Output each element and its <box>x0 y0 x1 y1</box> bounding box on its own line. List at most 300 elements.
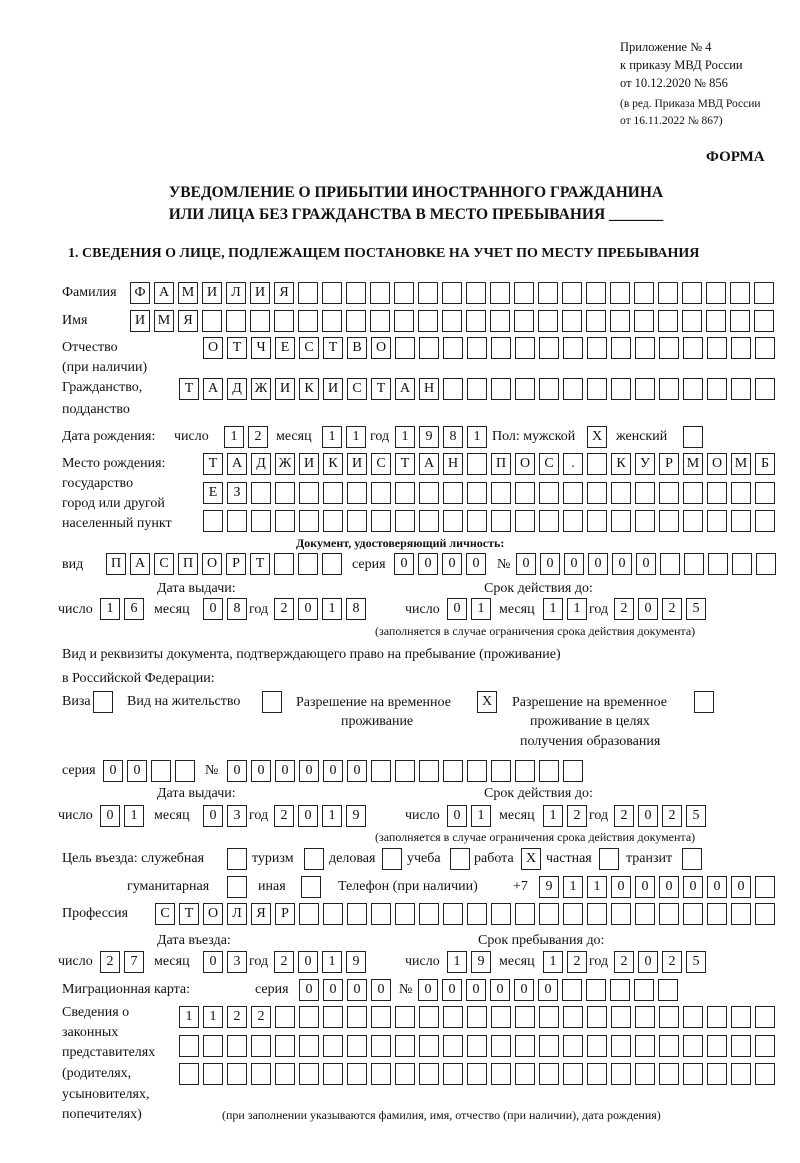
char-cell[interactable] <box>304 848 324 870</box>
char-cell[interactable]: Б <box>755 453 775 475</box>
char-cell[interactable] <box>347 482 367 504</box>
char-cell[interactable]: 0 <box>612 553 632 575</box>
birth-place-row-1[interactable] <box>203 453 775 475</box>
char-cell[interactable] <box>731 337 751 359</box>
char-cell[interactable]: М <box>178 282 198 304</box>
char-cell[interactable] <box>227 876 247 898</box>
char-cell[interactable] <box>491 1006 511 1028</box>
char-cell[interactable] <box>274 553 294 575</box>
char-cell[interactable] <box>467 1006 487 1028</box>
char-cell[interactable] <box>635 378 655 400</box>
char-cell[interactable]: 1 <box>567 598 587 620</box>
char-cell[interactable] <box>467 1035 487 1057</box>
char-cell[interactable]: 0 <box>516 553 536 575</box>
char-cell[interactable]: К <box>299 378 319 400</box>
char-cell[interactable]: Т <box>371 378 391 400</box>
char-cell[interactable]: И <box>347 453 367 475</box>
char-cell[interactable]: О <box>515 453 535 475</box>
char-cell[interactable] <box>93 691 113 713</box>
char-cell[interactable] <box>491 903 511 925</box>
char-cell[interactable] <box>682 282 702 304</box>
char-cell[interactable] <box>251 510 271 532</box>
char-cell[interactable]: 1 <box>543 951 563 973</box>
char-cell[interactable]: 0 <box>466 553 486 575</box>
char-cell[interactable] <box>371 1063 391 1085</box>
char-cell[interactable] <box>443 378 463 400</box>
char-cell[interactable] <box>419 337 439 359</box>
char-cell[interactable] <box>450 848 470 870</box>
char-cell[interactable]: 8 <box>443 426 463 448</box>
reps-row-1[interactable] <box>179 1006 775 1028</box>
birth-place-row-2[interactable] <box>203 482 775 504</box>
char-cell[interactable] <box>395 760 415 782</box>
char-cell[interactable] <box>707 1035 727 1057</box>
char-cell[interactable]: 2 <box>662 951 682 973</box>
char-cell[interactable] <box>732 553 752 575</box>
char-cell[interactable] <box>635 510 655 532</box>
char-cell[interactable] <box>443 482 463 504</box>
char-cell[interactable] <box>443 510 463 532</box>
purpose-work-checkbox[interactable] <box>521 848 541 870</box>
char-cell[interactable] <box>706 310 726 332</box>
purpose-study-checkbox[interactable] <box>450 848 470 870</box>
char-cell[interactable]: 0 <box>538 979 558 1001</box>
char-cell[interactable] <box>563 337 583 359</box>
char-cell[interactable] <box>491 760 511 782</box>
char-cell[interactable]: 9 <box>346 951 366 973</box>
char-cell[interactable] <box>299 510 319 532</box>
mc-number-field[interactable] <box>418 979 678 1001</box>
char-cell[interactable]: 0 <box>490 979 510 1001</box>
char-cell[interactable] <box>323 482 343 504</box>
char-cell[interactable]: 0 <box>251 760 271 782</box>
char-cell[interactable]: А <box>419 453 439 475</box>
id-issue-day-field[interactable] <box>100 598 144 620</box>
purpose-private-checkbox[interactable] <box>599 848 619 870</box>
char-cell[interactable] <box>371 510 391 532</box>
entry-month-field[interactable] <box>203 951 247 973</box>
char-cell[interactable]: 1 <box>395 426 415 448</box>
char-cell[interactable] <box>684 553 704 575</box>
stay-year-field[interactable] <box>614 951 706 973</box>
birth-month-field[interactable] <box>322 426 366 448</box>
birth-day-field[interactable] <box>224 426 268 448</box>
char-cell[interactable] <box>683 1063 703 1085</box>
char-cell[interactable] <box>394 282 414 304</box>
char-cell[interactable]: Т <box>203 453 223 475</box>
char-cell[interactable]: 8 <box>346 598 366 620</box>
char-cell[interactable] <box>562 282 582 304</box>
char-cell[interactable] <box>323 1035 343 1057</box>
char-cell[interactable]: Т <box>250 553 270 575</box>
char-cell[interactable] <box>682 848 702 870</box>
char-cell[interactable]: 0 <box>514 979 534 1001</box>
char-cell[interactable]: А <box>395 378 415 400</box>
char-cell[interactable] <box>251 482 271 504</box>
char-cell[interactable]: 1 <box>100 598 120 620</box>
char-cell[interactable]: 1 <box>322 598 342 620</box>
char-cell[interactable] <box>323 903 343 925</box>
char-cell[interactable] <box>226 310 246 332</box>
char-cell[interactable] <box>659 482 679 504</box>
char-cell[interactable] <box>635 337 655 359</box>
char-cell[interactable] <box>323 1006 343 1028</box>
id-kind-field[interactable] <box>106 553 342 575</box>
char-cell[interactable] <box>395 337 415 359</box>
char-cell[interactable]: 5 <box>686 598 706 620</box>
char-cell[interactable] <box>443 1035 463 1057</box>
residence-permit-checkbox[interactable] <box>262 691 282 713</box>
char-cell[interactable]: 0 <box>298 805 318 827</box>
char-cell[interactable]: 0 <box>564 553 584 575</box>
char-cell[interactable] <box>515 337 535 359</box>
char-cell[interactable]: Ч <box>251 337 271 359</box>
purpose-tourism-checkbox[interactable] <box>304 848 324 870</box>
char-cell[interactable] <box>611 903 631 925</box>
char-cell[interactable]: 0 <box>659 876 679 898</box>
char-cell[interactable] <box>515 1006 535 1028</box>
char-cell[interactable] <box>587 453 607 475</box>
char-cell[interactable] <box>301 876 321 898</box>
char-cell[interactable] <box>658 282 678 304</box>
char-cell[interactable] <box>227 848 247 870</box>
char-cell[interactable]: 8 <box>227 598 247 620</box>
char-cell[interactable] <box>275 510 295 532</box>
char-cell[interactable]: О <box>203 337 223 359</box>
char-cell[interactable] <box>755 903 775 925</box>
char-cell[interactable]: 1 <box>587 876 607 898</box>
char-cell[interactable] <box>731 1063 751 1085</box>
char-cell[interactable]: Т <box>395 453 415 475</box>
entry-year-field[interactable] <box>274 951 366 973</box>
char-cell[interactable] <box>298 553 318 575</box>
char-cell[interactable] <box>467 337 487 359</box>
char-cell[interactable]: 2 <box>614 951 634 973</box>
char-cell[interactable]: 0 <box>203 598 223 620</box>
char-cell[interactable] <box>635 1035 655 1057</box>
sex-male-checkbox[interactable] <box>587 426 607 448</box>
char-cell[interactable] <box>322 282 342 304</box>
char-cell[interactable] <box>634 979 654 1001</box>
char-cell[interactable] <box>731 482 751 504</box>
char-cell[interactable] <box>755 1035 775 1057</box>
char-cell[interactable] <box>587 1006 607 1028</box>
char-cell[interactable] <box>227 510 247 532</box>
char-cell[interactable] <box>371 1035 391 1057</box>
char-cell[interactable] <box>707 510 727 532</box>
char-cell[interactable]: 0 <box>638 598 658 620</box>
char-cell[interactable]: 0 <box>203 805 223 827</box>
char-cell[interactable] <box>599 848 619 870</box>
char-cell[interactable]: П <box>178 553 198 575</box>
char-cell[interactable] <box>755 482 775 504</box>
char-cell[interactable]: 0 <box>638 951 658 973</box>
char-cell[interactable] <box>370 282 390 304</box>
char-cell[interactable] <box>515 760 535 782</box>
rd-valid-day-field[interactable] <box>447 805 491 827</box>
char-cell[interactable] <box>419 760 439 782</box>
char-cell[interactable] <box>395 482 415 504</box>
char-cell[interactable]: 1 <box>179 1006 199 1028</box>
char-cell[interactable] <box>635 1006 655 1028</box>
id-issue-year-field[interactable] <box>274 598 366 620</box>
char-cell[interactable]: 2 <box>251 1006 271 1028</box>
char-cell[interactable]: К <box>611 453 631 475</box>
char-cell[interactable] <box>275 1063 295 1085</box>
char-cell[interactable] <box>635 482 655 504</box>
rd-valid-month-field[interactable] <box>543 805 587 827</box>
char-cell[interactable]: 1 <box>322 426 342 448</box>
char-cell[interactable] <box>635 1063 655 1085</box>
char-cell[interactable]: 2 <box>248 426 268 448</box>
char-cell[interactable]: 9 <box>539 876 559 898</box>
char-cell[interactable] <box>659 337 679 359</box>
char-cell[interactable]: 0 <box>100 805 120 827</box>
char-cell[interactable] <box>610 979 630 1001</box>
char-cell[interactable] <box>694 691 714 713</box>
char-cell[interactable]: 1 <box>346 426 366 448</box>
char-cell[interactable]: 1 <box>563 876 583 898</box>
char-cell[interactable] <box>395 903 415 925</box>
char-cell[interactable]: 0 <box>635 876 655 898</box>
char-cell[interactable] <box>347 1035 367 1057</box>
char-cell[interactable] <box>683 337 703 359</box>
char-cell[interactable] <box>262 691 282 713</box>
char-cell[interactable] <box>659 378 679 400</box>
purpose-transit-checkbox[interactable] <box>682 848 702 870</box>
char-cell[interactable]: Р <box>275 903 295 925</box>
purpose-humanitarian-checkbox[interactable] <box>227 876 247 898</box>
char-cell[interactable] <box>466 282 486 304</box>
char-cell[interactable]: 1 <box>543 598 563 620</box>
char-cell[interactable] <box>299 903 319 925</box>
char-cell[interactable]: П <box>106 553 126 575</box>
char-cell[interactable]: А <box>227 453 247 475</box>
char-cell[interactable]: 1 <box>467 426 487 448</box>
char-cell[interactable] <box>755 876 775 898</box>
entry-day-field[interactable] <box>100 951 144 973</box>
temp-residence-edu-checkbox[interactable] <box>694 691 714 713</box>
rd-issue-month-field[interactable] <box>203 805 247 827</box>
char-cell[interactable]: У <box>635 453 655 475</box>
char-cell[interactable] <box>587 337 607 359</box>
char-cell[interactable] <box>203 1035 223 1057</box>
char-cell[interactable] <box>587 378 607 400</box>
char-cell[interactable]: 0 <box>227 760 247 782</box>
char-cell[interactable] <box>203 1063 223 1085</box>
char-cell[interactable]: С <box>371 453 391 475</box>
char-cell[interactable] <box>539 903 559 925</box>
char-cell[interactable]: 9 <box>471 951 491 973</box>
char-cell[interactable]: О <box>707 453 727 475</box>
char-cell[interactable] <box>586 282 606 304</box>
char-cell[interactable]: И <box>250 282 270 304</box>
char-cell[interactable] <box>563 1035 583 1057</box>
char-cell[interactable] <box>611 1035 631 1057</box>
char-cell[interactable]: 2 <box>274 951 294 973</box>
char-cell[interactable] <box>659 510 679 532</box>
char-cell[interactable] <box>563 1006 583 1028</box>
char-cell[interactable]: Е <box>275 337 295 359</box>
char-cell[interactable] <box>754 282 774 304</box>
char-cell[interactable]: X <box>587 426 607 448</box>
char-cell[interactable] <box>202 310 222 332</box>
char-cell[interactable]: 0 <box>275 760 295 782</box>
char-cell[interactable] <box>683 903 703 925</box>
char-cell[interactable] <box>707 903 727 925</box>
rd-issue-day-field[interactable] <box>100 805 144 827</box>
char-cell[interactable]: 0 <box>731 876 751 898</box>
char-cell[interactable]: 0 <box>447 805 467 827</box>
char-cell[interactable] <box>467 482 487 504</box>
char-cell[interactable] <box>322 310 342 332</box>
char-cell[interactable] <box>514 310 534 332</box>
char-cell[interactable] <box>298 310 318 332</box>
rd-number-field[interactable] <box>227 760 583 782</box>
char-cell[interactable]: Л <box>226 282 246 304</box>
char-cell[interactable]: Р <box>659 453 679 475</box>
char-cell[interactable]: 0 <box>611 876 631 898</box>
id-issue-month-field[interactable] <box>203 598 247 620</box>
char-cell[interactable] <box>346 310 366 332</box>
char-cell[interactable] <box>251 1035 271 1057</box>
char-cell[interactable] <box>611 1063 631 1085</box>
char-cell[interactable]: 2 <box>567 805 587 827</box>
char-cell[interactable] <box>539 482 559 504</box>
char-cell[interactable]: О <box>371 337 391 359</box>
char-cell[interactable] <box>515 378 535 400</box>
char-cell[interactable] <box>419 1035 439 1057</box>
patronymic-field[interactable] <box>203 337 775 359</box>
char-cell[interactable] <box>539 760 559 782</box>
id-series-field[interactable] <box>394 553 486 575</box>
char-cell[interactable] <box>610 310 630 332</box>
char-cell[interactable] <box>419 1063 439 1085</box>
char-cell[interactable] <box>418 282 438 304</box>
char-cell[interactable] <box>515 510 535 532</box>
char-cell[interactable]: 0 <box>418 979 438 1001</box>
char-cell[interactable] <box>634 310 654 332</box>
char-cell[interactable]: Н <box>419 378 439 400</box>
char-cell[interactable]: 2 <box>614 598 634 620</box>
char-cell[interactable]: Я <box>274 282 294 304</box>
char-cell[interactable]: И <box>323 378 343 400</box>
char-cell[interactable]: Д <box>227 378 247 400</box>
birth-place-row-3[interactable] <box>203 510 775 532</box>
char-cell[interactable] <box>322 553 342 575</box>
char-cell[interactable]: X <box>477 691 497 713</box>
char-cell[interactable]: 0 <box>418 553 438 575</box>
char-cell[interactable] <box>587 482 607 504</box>
char-cell[interactable] <box>683 1035 703 1057</box>
rd-issue-year-field[interactable] <box>274 805 366 827</box>
char-cell[interactable]: А <box>130 553 150 575</box>
char-cell[interactable] <box>442 282 462 304</box>
char-cell[interactable]: 0 <box>636 553 656 575</box>
char-cell[interactable] <box>299 482 319 504</box>
char-cell[interactable] <box>419 903 439 925</box>
char-cell[interactable] <box>754 310 774 332</box>
char-cell[interactable]: Т <box>323 337 343 359</box>
purpose-business-checkbox[interactable] <box>382 848 402 870</box>
char-cell[interactable]: 0 <box>299 979 319 1001</box>
char-cell[interactable] <box>323 1063 343 1085</box>
char-cell[interactable] <box>731 903 751 925</box>
char-cell[interactable]: 3 <box>227 951 247 973</box>
char-cell[interactable] <box>539 1063 559 1085</box>
char-cell[interactable] <box>587 903 607 925</box>
char-cell[interactable] <box>346 282 366 304</box>
char-cell[interactable]: Т <box>179 378 199 400</box>
id-valid-year-field[interactable] <box>614 598 706 620</box>
char-cell[interactable] <box>707 1006 727 1028</box>
char-cell[interactable]: И <box>130 310 150 332</box>
char-cell[interactable] <box>443 760 463 782</box>
char-cell[interactable] <box>203 510 223 532</box>
char-cell[interactable] <box>491 378 511 400</box>
char-cell[interactable] <box>586 310 606 332</box>
stay-day-field[interactable] <box>447 951 491 973</box>
char-cell[interactable]: 1 <box>471 805 491 827</box>
phone-field[interactable] <box>539 876 775 898</box>
char-cell[interactable] <box>179 1063 199 1085</box>
char-cell[interactable] <box>731 1006 751 1028</box>
char-cell[interactable]: 2 <box>274 598 294 620</box>
char-cell[interactable] <box>491 1035 511 1057</box>
char-cell[interactable]: 0 <box>203 951 223 973</box>
char-cell[interactable] <box>467 1063 487 1085</box>
char-cell[interactable] <box>347 903 367 925</box>
char-cell[interactable]: 0 <box>707 876 727 898</box>
char-cell[interactable]: З <box>227 482 247 504</box>
citizenship-field[interactable] <box>179 378 775 400</box>
char-cell[interactable]: М <box>154 310 174 332</box>
char-cell[interactable] <box>635 903 655 925</box>
char-cell[interactable]: Я <box>251 903 271 925</box>
char-cell[interactable]: 2 <box>662 598 682 620</box>
char-cell[interactable]: М <box>683 453 703 475</box>
char-cell[interactable] <box>731 510 751 532</box>
char-cell[interactable] <box>730 310 750 332</box>
char-cell[interactable]: С <box>154 553 174 575</box>
char-cell[interactable] <box>419 482 439 504</box>
char-cell[interactable] <box>466 310 486 332</box>
char-cell[interactable]: 0 <box>466 979 486 1001</box>
char-cell[interactable]: 0 <box>323 760 343 782</box>
char-cell[interactable]: 0 <box>638 805 658 827</box>
char-cell[interactable] <box>371 903 391 925</box>
char-cell[interactable] <box>347 1006 367 1028</box>
char-cell[interactable]: 1 <box>322 951 342 973</box>
char-cell[interactable] <box>299 1006 319 1028</box>
char-cell[interactable]: Ж <box>251 378 271 400</box>
char-cell[interactable] <box>250 310 270 332</box>
reps-row-3[interactable] <box>179 1063 775 1085</box>
char-cell[interactable] <box>467 760 487 782</box>
char-cell[interactable] <box>587 1063 607 1085</box>
char-cell[interactable]: К <box>323 453 343 475</box>
char-cell[interactable] <box>515 1035 535 1057</box>
char-cell[interactable]: 9 <box>346 805 366 827</box>
char-cell[interactable]: Л <box>227 903 247 925</box>
char-cell[interactable] <box>683 510 703 532</box>
char-cell[interactable]: 0 <box>347 760 367 782</box>
char-cell[interactable] <box>382 848 402 870</box>
char-cell[interactable] <box>515 903 535 925</box>
char-cell[interactable] <box>227 1035 247 1057</box>
char-cell[interactable]: 1 <box>322 805 342 827</box>
char-cell[interactable] <box>755 510 775 532</box>
